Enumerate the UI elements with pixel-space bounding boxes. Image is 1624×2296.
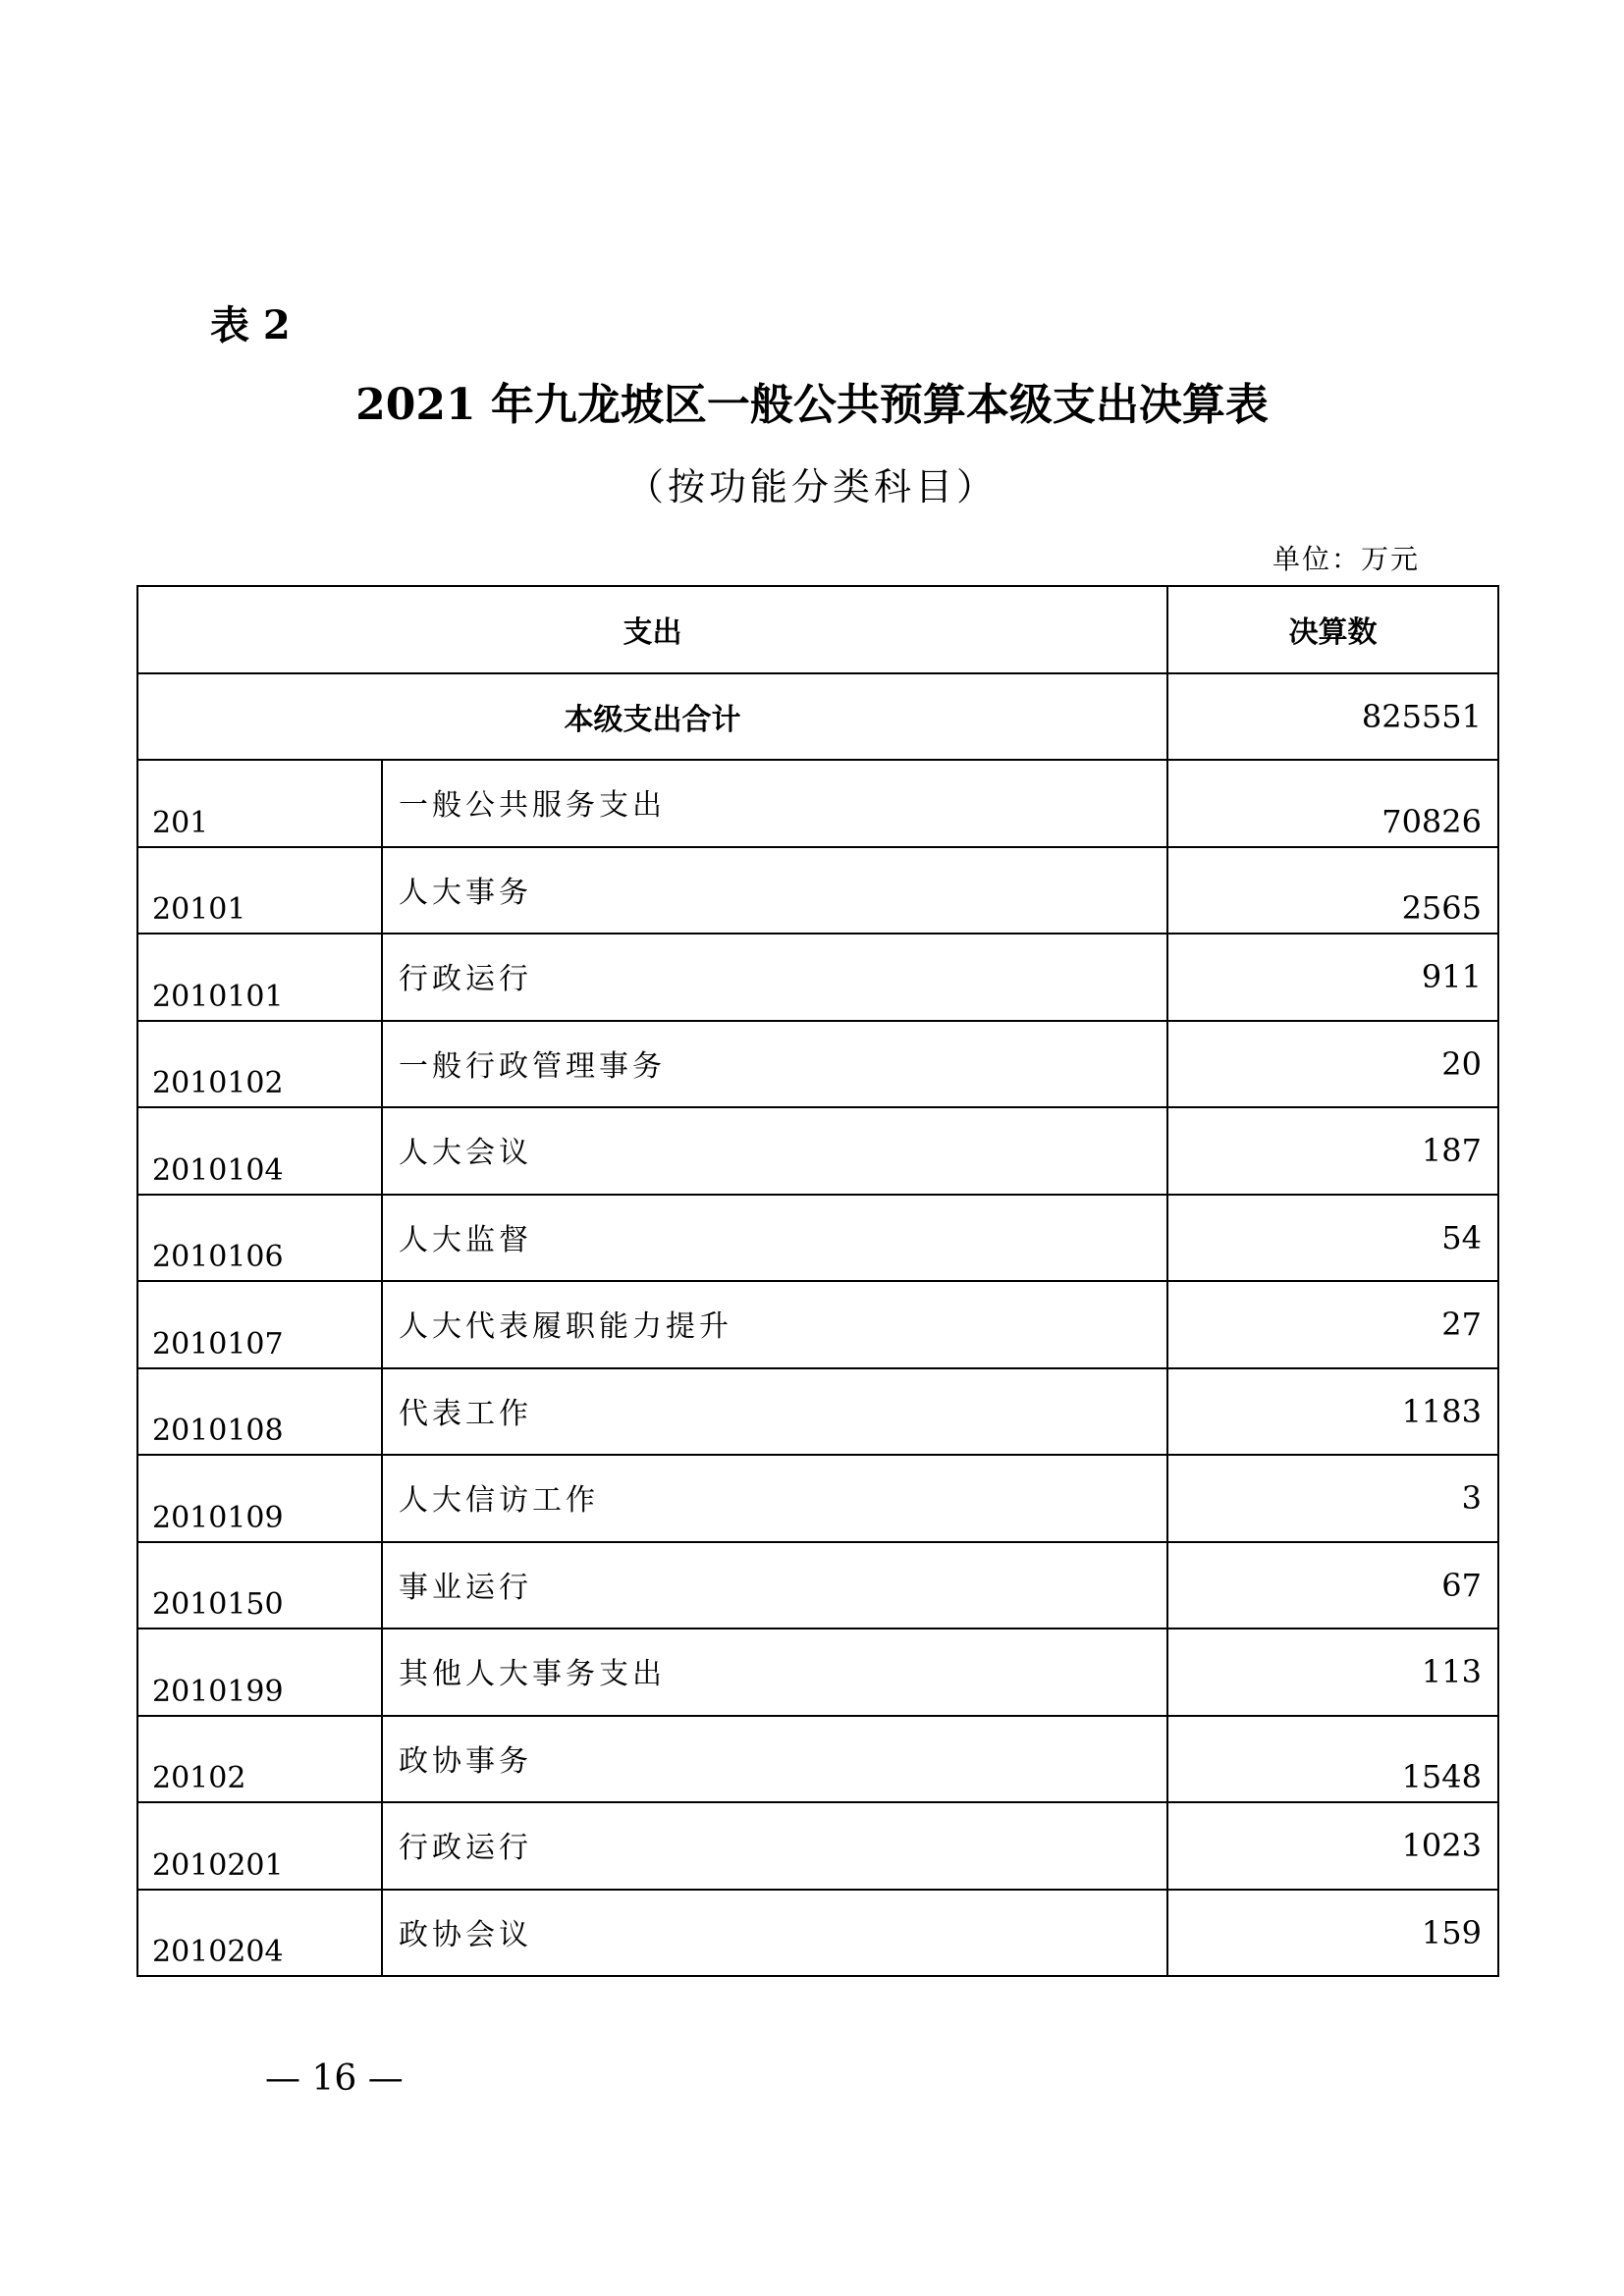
table-row xyxy=(137,1890,1498,1977)
row-name: 政协事务 xyxy=(382,1716,1167,1803)
row-value: 1548 xyxy=(1167,1716,1498,1803)
page-number: — 16 — xyxy=(265,2058,404,2099)
row-code: 2010104 xyxy=(137,1107,382,1195)
row-name: 代表工作 xyxy=(382,1368,1167,1456)
table-row xyxy=(137,934,1498,1021)
row-value: 20 xyxy=(1167,1021,1498,1108)
total-value: 825551 xyxy=(1167,673,1498,761)
table-header-row xyxy=(137,586,1498,673)
row-value: 159 xyxy=(1167,1890,1498,1977)
row-name: 一般行政管理事务 xyxy=(382,1021,1167,1108)
row-code: 2010199 xyxy=(137,1629,382,1716)
row-code: 2010106 xyxy=(137,1195,382,1282)
row-name: 一般公共服务支出 xyxy=(382,760,1167,847)
row-code: 2010102 xyxy=(137,1021,382,1108)
row-code: 2010201 xyxy=(137,1802,382,1890)
row-code: 2010107 xyxy=(137,1281,382,1368)
table-row xyxy=(137,1368,1498,1456)
table-row xyxy=(137,1021,1498,1108)
row-name: 其他人大事务支出 xyxy=(382,1629,1167,1716)
row-name: 政协会议 xyxy=(382,1890,1167,1977)
row-name: 行政运行 xyxy=(382,1802,1167,1890)
header-expenditure: 支出 xyxy=(137,586,1167,673)
row-name: 人大会议 xyxy=(382,1107,1167,1195)
row-code: 2010204 xyxy=(137,1890,382,1977)
row-code: 2010109 xyxy=(137,1455,382,1542)
row-name: 行政运行 xyxy=(382,934,1167,1021)
row-code: 20101 xyxy=(137,847,382,934)
table-row xyxy=(137,1716,1498,1803)
row-value: 1023 xyxy=(1167,1802,1498,1890)
table-row xyxy=(137,847,1498,934)
row-value: 187 xyxy=(1167,1107,1498,1195)
row-value: 67 xyxy=(1167,1542,1498,1629)
row-value: 1183 xyxy=(1167,1368,1498,1456)
row-name: 人大监督 xyxy=(382,1195,1167,1282)
row-value: 70826 xyxy=(1167,760,1498,847)
total-label: 本级支出合计 xyxy=(137,673,1167,761)
table-label: 表 2 xyxy=(210,302,291,348)
table-row xyxy=(137,1802,1498,1890)
expenditure-table xyxy=(136,585,1499,1977)
row-name: 事业运行 xyxy=(382,1542,1167,1629)
row-value: 27 xyxy=(1167,1281,1498,1368)
page-title: 2021 年九龙坡区一般公共预算本级支出决算表 xyxy=(355,380,1269,430)
table-row xyxy=(137,1629,1498,1716)
header-amount: 决算数 xyxy=(1167,586,1498,673)
row-name: 人大代表履职能力提升 xyxy=(382,1281,1167,1368)
table-row xyxy=(137,760,1498,847)
row-name: 人大事务 xyxy=(382,847,1167,934)
row-code: 2010101 xyxy=(137,934,382,1021)
table-row xyxy=(137,1281,1498,1368)
row-code: 201 xyxy=(137,760,382,847)
row-code: 20102 xyxy=(137,1716,382,1803)
row-value: 2565 xyxy=(1167,847,1498,934)
row-value: 3 xyxy=(1167,1455,1498,1542)
total-row xyxy=(137,673,1498,761)
row-name: 人大信访工作 xyxy=(382,1455,1167,1542)
table-row xyxy=(137,1542,1498,1629)
table-row xyxy=(137,1455,1498,1542)
unit-label: 单位：万元 xyxy=(1272,543,1421,575)
page-subtitle: （按功能分类科目） xyxy=(625,465,998,508)
row-value: 911 xyxy=(1167,934,1498,1021)
row-code: 2010150 xyxy=(137,1542,382,1629)
row-code: 2010108 xyxy=(137,1368,382,1456)
row-value: 54 xyxy=(1167,1195,1498,1282)
table-row xyxy=(137,1195,1498,1282)
table-row xyxy=(137,1107,1498,1195)
row-value: 113 xyxy=(1167,1629,1498,1716)
